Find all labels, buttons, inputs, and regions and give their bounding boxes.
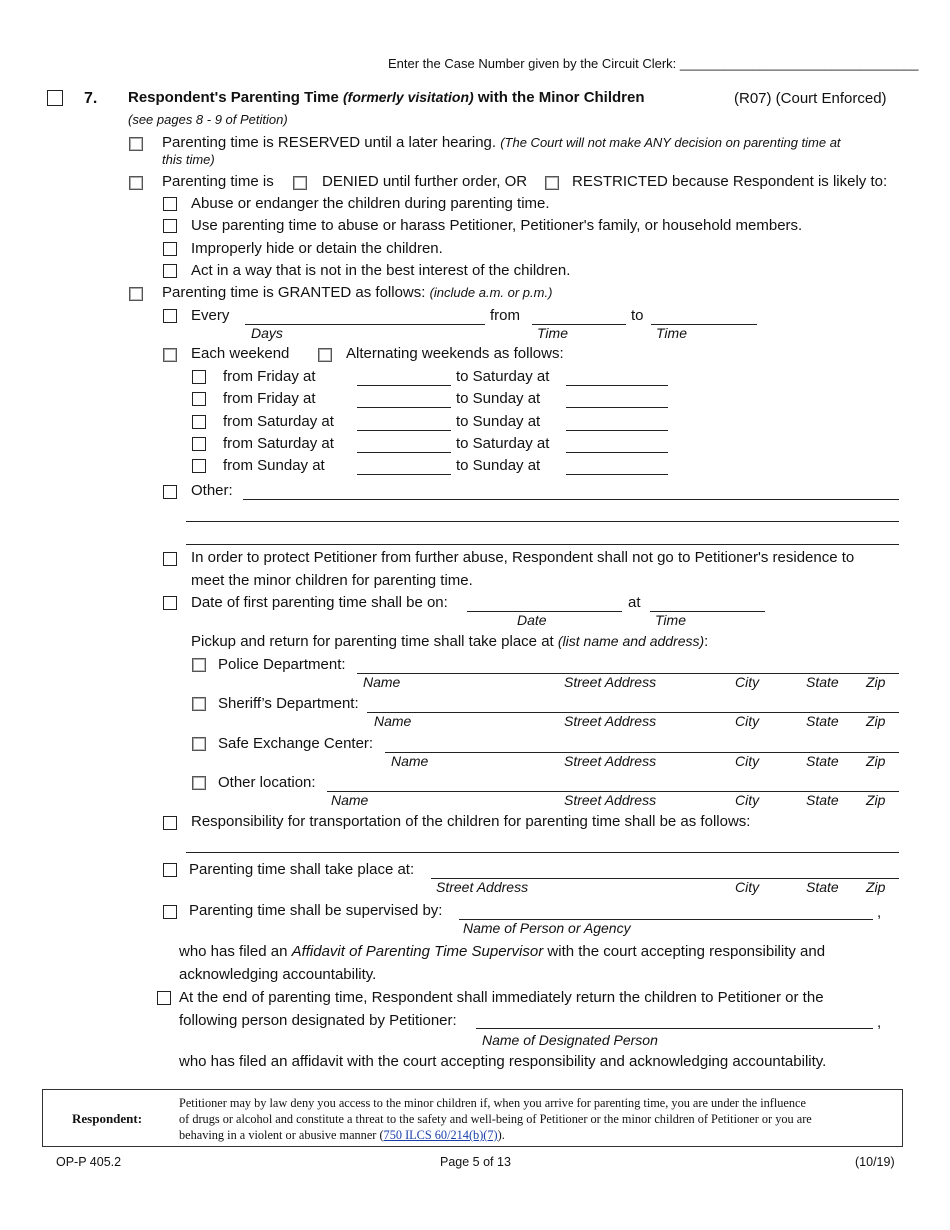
weekend-to-label: to Saturday at [456,435,550,452]
statute-link[interactable]: 750 ILCS 60/214(b)(7) [383,1128,498,1142]
city-caption: City [735,879,760,895]
weekend-to-label: to Sunday at [456,457,541,474]
case-number-field[interactable]: _________________________________ [679,56,919,71]
to-label: to [631,307,644,324]
name-caption: Name [363,674,401,690]
supervised-checkbox[interactable] [163,905,177,919]
time-caption: Time [656,325,687,341]
return-text: At the end of parenting time, Respondent shall immediately return the children to Petitioner or the [179,989,824,1006]
police-checkbox[interactable] [192,658,206,672]
name-caption: Name [391,753,429,769]
section-title: Respondent's Parenting Time (formerly visitation) with the Minor Children [128,89,645,106]
zip-caption: Zip [866,753,886,769]
granted-checkbox[interactable] [129,287,143,301]
time-caption: Time [655,612,686,628]
safe-exchange-label: Safe Exchange Center: [218,735,374,752]
each-weekend-checkbox[interactable] [163,348,177,362]
notice-label: Respondent: [72,1111,143,1126]
weekend-from-label: from Friday at [223,368,316,385]
weekend-to-label: to Sunday at [456,390,541,407]
street-caption: Street Address [564,713,657,729]
city-caption: City [735,753,760,769]
other-field[interactable] [243,499,899,500]
granted-lead: Parenting time is GRANTED as follows: (include a.m. or p.m.) [162,284,553,301]
weekend-row-checkbox[interactable] [192,415,206,429]
state-caption: State [806,792,839,808]
zip-caption: Zip [866,879,886,895]
reason-checkbox[interactable] [163,242,177,256]
denied-restricted-checkbox[interactable] [129,176,143,190]
city-caption: City [735,674,760,690]
zip-caption: Zip [866,792,886,808]
weekend-to-label: to Saturday at [456,368,550,385]
case-number-label: Enter the Case Number given by the Circuit Clerk: _________________________________ [388,56,919,71]
weekend-from-field[interactable] [357,385,451,386]
pickup-lead: Pickup and return for parenting time shall take place at (list name and address): [191,633,709,650]
city-caption: City [735,713,760,729]
weekend-from-label: from Friday at [223,390,316,407]
section-7-checkbox[interactable] [47,90,63,106]
other-field-line2[interactable] [186,521,899,522]
denied-checkbox[interactable] [293,176,307,190]
safe-exchange-checkbox[interactable] [192,737,206,751]
reserved-text-cont: this time) [162,152,215,167]
weekend-row-checkbox[interactable] [192,392,206,406]
at-label: at [628,594,641,611]
weekend-to-field[interactable] [566,430,668,431]
weekend-from-field[interactable] [357,452,451,453]
every-checkbox[interactable] [163,309,177,323]
place-checkbox[interactable] [163,863,177,877]
weekend-from-field[interactable] [357,474,451,475]
weekend-to-label: to Sunday at [456,413,541,430]
other-location-checkbox[interactable] [192,776,206,790]
notice-text: Petitioner may by law deny you access to the minor children if, when you arrive for parenting time, you are under the influence [179,1096,806,1110]
restricted-label: RESTRICTED because Respondent is likely to: [572,173,888,190]
place-label: Parenting time shall take place at: [189,861,415,878]
reason-text: Improperly hide or detain the children. [191,240,443,257]
name-caption: Name [331,792,369,808]
notice-text: behaving in a violent or abusive manner (750 ILCS 60/214(b)(7)). [179,1128,505,1142]
time-caption: Time [537,325,568,341]
street-caption: Street Address [436,879,529,895]
protect-checkbox[interactable] [163,552,177,566]
form-number: OP-P 405.2 [56,1155,122,1169]
days-caption: Days [251,325,283,341]
transport-label: Responsibility for transportation of the children for parenting time shall be as follows: [191,813,751,830]
sheriff-label: Sheriff’s Department: [218,695,359,712]
state-caption: State [806,713,839,729]
page-number: Page 5 of 13 [440,1155,511,1169]
reason-text: Abuse or endanger the children during parenting time. [191,195,550,212]
reason-checkbox[interactable] [163,197,177,211]
every-label: Every [191,307,230,324]
zip-caption: Zip [866,713,886,729]
weekend-from-field[interactable] [357,407,451,408]
supervisor-affidavit-text-cont: acknowledging accountability. [179,966,377,983]
other-location-label: Other location: [218,774,316,791]
comma: , [877,904,882,921]
weekend-from-label: from Saturday at [223,413,334,430]
weekend-to-field[interactable] [566,407,668,408]
supervisor-caption: Name of Person or Agency [463,920,631,936]
first-date-label: Date of first parenting time shall be on: [191,594,448,611]
police-label: Police Department: [218,656,346,673]
return-affidavit-text: who has filed an affidavit with the court accepting responsibility and acknowledging accountability. [179,1053,827,1070]
protect-text: In order to protect Petitioner from further abuse, Respondent shall not go to Petitioner's residence to [191,549,855,566]
city-caption: City [735,792,760,808]
date-caption: Date [517,612,547,628]
weekend-row-checkbox[interactable] [192,370,206,384]
reserved-checkbox[interactable] [129,137,143,151]
other-checkbox[interactable] [163,485,177,499]
denied-label: DENIED until further order, OR [322,173,528,190]
denied-restricted-lead: Parenting time is [162,173,274,190]
alternating-checkbox[interactable] [318,348,332,362]
comma: , [877,1014,882,1031]
zip-caption: Zip [866,674,886,690]
supervisor-affidavit-text: who has filed an Affidavit of Parenting Time Supervisor with the court accepting responsibility and [179,943,826,960]
street-caption: Street Address [564,674,657,690]
weekend-from-label: from Saturday at [223,435,334,452]
street-caption: Street Address [564,792,657,808]
section-code: (R07) (Court Enforced) [734,90,887,107]
alternating-label: Alternating weekends as follows: [346,345,564,362]
revision-date: (10/19) [855,1155,895,1169]
reason-checkbox[interactable] [163,219,177,233]
weekend-row-checkbox[interactable] [192,437,206,451]
return-checkbox[interactable] [157,991,171,1005]
first-date-checkbox[interactable] [163,596,177,610]
protect-text-cont: meet the minor children for parenting time. [191,572,473,589]
name-caption: Name [374,713,412,729]
other-field-line3[interactable] [186,544,899,545]
weekend-from-label: from Sunday at [223,457,325,474]
reason-text: Act in a way that is not in the best interest of the children. [191,262,571,279]
each-weekend-label: Each weekend [191,345,290,362]
restricted-checkbox[interactable] [545,176,559,190]
supervised-label: Parenting time shall be supervised by: [189,902,443,919]
weekend-row-checkbox[interactable] [192,459,206,473]
weekend-to-field[interactable] [566,385,668,386]
transport-field[interactable] [186,852,899,853]
return-text-cont: following person designated by Petitioner: [179,1012,457,1029]
weekend-from-field[interactable] [357,430,451,431]
street-caption: Street Address [564,753,657,769]
other-label: Other: [191,482,233,499]
reserved-text: Parenting time is RESERVED until a later hearing. (The Court will not make ANY decision on parenting time at [162,134,841,151]
from-label: from [490,307,520,324]
designated-person-caption: Name of Designated Person [482,1032,658,1048]
see-pages-note: (see pages 8 - 9 of Petition) [128,112,288,127]
weekend-to-field[interactable] [566,474,668,475]
state-caption: State [806,674,839,690]
reason-checkbox[interactable] [163,264,177,278]
reason-text: Use parenting time to abuse or harass Petitioner, Petitioner's family, or household members. [191,217,803,234]
transport-checkbox[interactable] [163,816,177,830]
sheriff-checkbox[interactable] [192,697,206,711]
state-caption: State [806,879,839,895]
notice-text: of drugs or alcohol and constitute a threat to the safety and well-being of Petitioner or the minor children of Petitioner or you are [179,1112,812,1126]
weekend-to-field[interactable] [566,452,668,453]
designated-person-field[interactable] [476,1028,873,1029]
section-number: 7. [84,90,98,107]
state-caption: State [806,753,839,769]
